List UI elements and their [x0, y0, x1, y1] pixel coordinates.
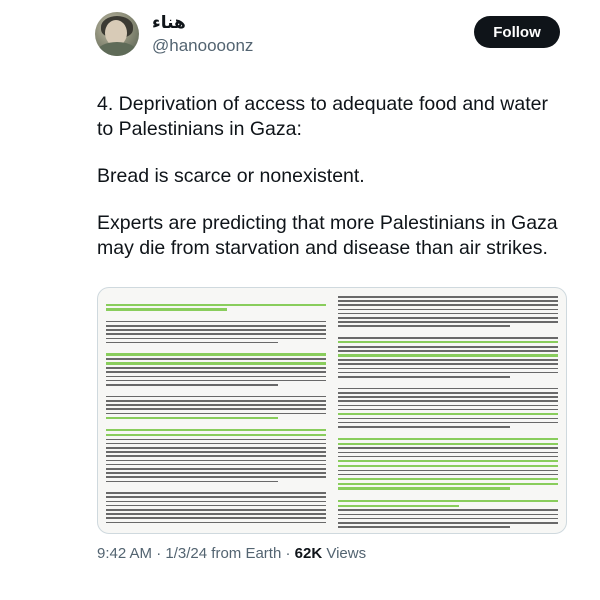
document-text-line	[338, 470, 558, 472]
document-text-line	[106, 296, 326, 301]
document-text-line	[106, 421, 326, 426]
document-text-line	[106, 485, 326, 490]
meta-separator: ·	[156, 545, 162, 562]
document-text-line	[106, 367, 326, 369]
document-text-line	[106, 501, 326, 503]
document-text-line	[106, 476, 326, 478]
document-text-line	[106, 396, 326, 398]
document-text-line	[338, 346, 558, 348]
document-text-line	[106, 313, 326, 318]
document-text-line	[338, 396, 558, 398]
document-text-line	[106, 443, 326, 445]
document-text-line	[338, 492, 558, 497]
document-text-line	[106, 455, 326, 457]
document-text-line	[106, 439, 326, 441]
document-text-line	[338, 368, 558, 370]
document-text-line	[338, 478, 558, 480]
document-text-line	[338, 460, 558, 462]
document-text-line	[106, 513, 326, 515]
document-text-line	[338, 418, 558, 420]
document-text-line	[338, 447, 558, 449]
document-text-line	[106, 371, 326, 373]
document-left-column	[106, 296, 326, 526]
document-text-line	[106, 481, 278, 483]
document-text-line	[338, 505, 459, 507]
tweet-paragraph-1: 4. Deprivation of access to adequate food and water to Palestinians in Gaza:	[97, 93, 548, 140]
document-text-line	[338, 325, 510, 327]
tweet-meta	[97, 545, 366, 562]
document-text-line	[106, 358, 326, 360]
document-text-line	[338, 354, 558, 356]
document-text-line	[338, 514, 558, 516]
document-text-line	[106, 388, 326, 393]
document-text-line	[338, 376, 510, 378]
document-text-line	[106, 472, 326, 474]
document-text-line	[338, 317, 558, 319]
document-text-line	[106, 413, 326, 415]
avatar[interactable]	[95, 12, 139, 56]
document-text-line	[338, 372, 558, 374]
document-text-line	[106, 451, 326, 453]
follow-button[interactable]: Follow	[474, 16, 560, 48]
document-text-line	[338, 443, 558, 445]
document-text-line	[106, 408, 326, 410]
document-text-line	[338, 350, 558, 352]
document-text-line	[338, 405, 558, 407]
document-text-line	[338, 438, 558, 440]
document-text-line	[338, 452, 558, 454]
document-text-line	[106, 304, 326, 306]
document-text-line	[106, 400, 326, 402]
tweet-paragraph-3: Experts are predicting that more Palestinians in Gaza may die from starvation and disease than air strikes.	[97, 212, 558, 259]
document-text-line	[106, 376, 326, 378]
document-text-line	[338, 483, 558, 485]
tweet-paragraph-2: Bread is scarce or nonexistent.	[97, 165, 365, 187]
document-text-line	[106, 404, 326, 406]
document-text-line	[338, 337, 558, 339]
tweet-text	[97, 92, 567, 283]
document-text-line	[338, 409, 558, 411]
document-text-line	[338, 304, 558, 306]
document-text-line	[338, 380, 558, 385]
document-text-line	[106, 321, 326, 323]
document-text-line	[106, 505, 326, 507]
document-right-column	[338, 296, 558, 530]
document-text-line	[338, 522, 558, 524]
document-text-line	[338, 359, 558, 361]
document-text-line	[338, 474, 558, 476]
document-text-line	[338, 487, 510, 489]
document-text-line	[106, 509, 326, 511]
document-text-line	[338, 526, 510, 528]
tweet-time[interactable]: 9:42 AM	[97, 545, 153, 562]
document-text-line	[106, 464, 326, 466]
document-text-line	[338, 500, 558, 502]
meta-separator: ·	[285, 545, 291, 562]
document-text-line	[338, 430, 558, 435]
avatar-shoulder	[97, 42, 137, 56]
document-text-line	[106, 308, 227, 310]
document-text-line	[106, 362, 326, 364]
document-text-line	[338, 330, 558, 335]
document-text-line	[338, 413, 558, 415]
document-text-line	[338, 465, 558, 467]
document-text-line	[338, 456, 558, 458]
document-text-line	[106, 346, 326, 351]
document-text-line	[338, 509, 558, 511]
document-text-line	[338, 400, 558, 402]
document-text-line	[338, 422, 558, 424]
document-text-line	[338, 388, 558, 390]
document-text-line	[106, 325, 326, 327]
document-text-line	[106, 338, 326, 340]
views-count[interactable]: 62K	[294, 545, 323, 562]
document-text-line	[106, 496, 326, 498]
document-text-line	[106, 517, 326, 519]
document-text-line	[338, 321, 558, 323]
document-text-line	[106, 380, 326, 382]
document-text-line	[338, 309, 558, 311]
document-text-line	[106, 353, 326, 355]
document-text-line	[106, 447, 326, 449]
document-text-line	[106, 333, 326, 335]
user-handle[interactable]: @hanoooonz	[152, 36, 254, 55]
document-text-line	[338, 392, 558, 394]
attached-document-image[interactable]	[97, 287, 567, 534]
document-text-line	[106, 329, 326, 331]
document-text-line	[106, 384, 278, 386]
document-text-line	[338, 296, 558, 298]
document-text-line	[106, 342, 278, 344]
tweet-source: from Earth	[211, 545, 282, 562]
document-text-line	[338, 313, 558, 315]
document-text-line	[106, 417, 278, 419]
display-name[interactable]: هناء	[152, 13, 186, 32]
document-text-line	[106, 492, 326, 494]
document-text-line	[338, 341, 558, 343]
document-text-line	[106, 468, 326, 470]
document-text-line	[106, 434, 326, 436]
document-text-line	[338, 363, 558, 365]
views-label: Views	[326, 545, 367, 562]
document-text-line	[106, 460, 326, 462]
document-text-line	[338, 300, 558, 302]
tweet-date[interactable]: 1/3/24	[165, 545, 208, 562]
document-text-line	[338, 426, 510, 428]
document-text-line	[106, 522, 326, 524]
document-text-line	[106, 429, 326, 431]
document-text-line	[338, 518, 558, 520]
